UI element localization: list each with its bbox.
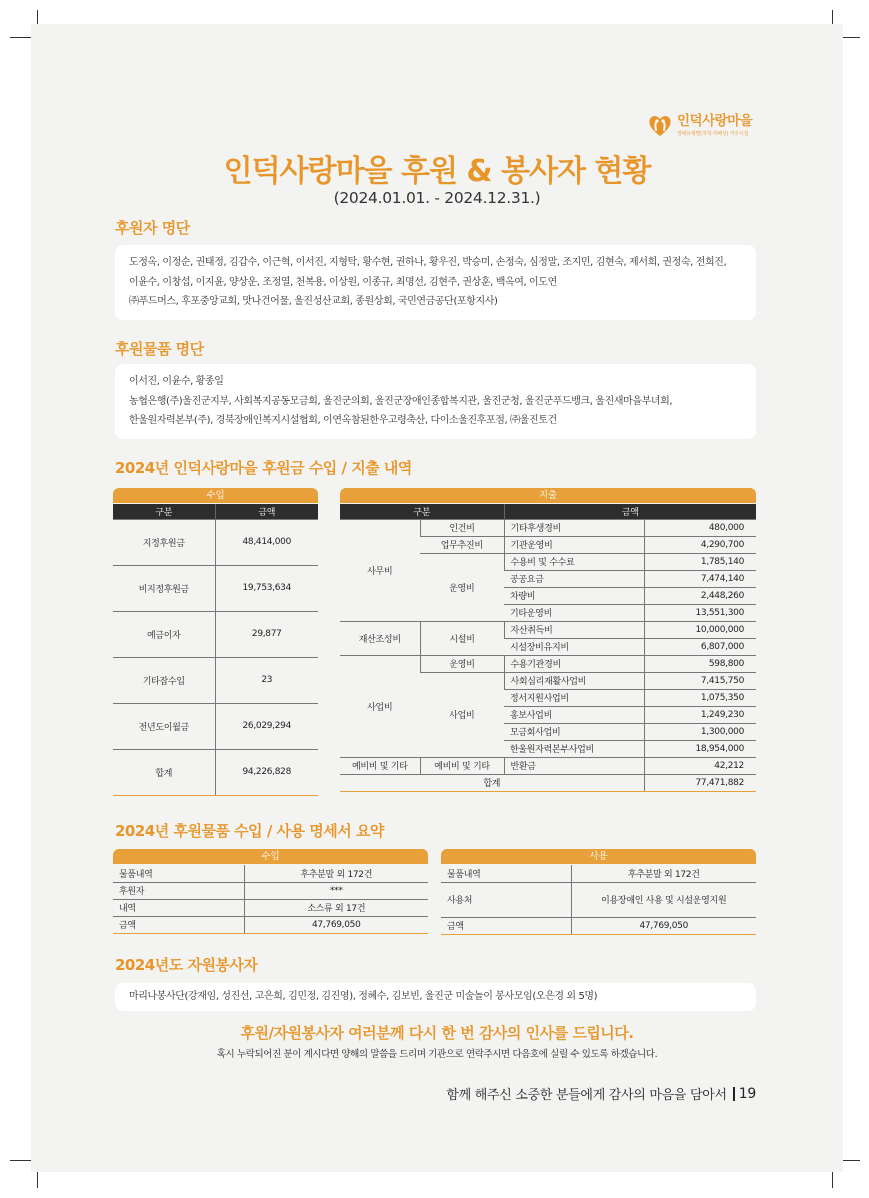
expense-item: 모금회사업비 [504, 723, 644, 740]
goods-value: *** [244, 882, 428, 899]
expense-subgroup: 사업비 [420, 672, 504, 757]
expense-group: 사무비 [340, 519, 420, 621]
expense-item: 기관운영비 [504, 536, 644, 553]
table-row [113, 882, 428, 899]
goods-label: 금액 [113, 916, 244, 933]
logo [647, 112, 752, 138]
goods-value: 47,769,050 [244, 916, 428, 933]
goods-label: 후원자 [113, 882, 244, 899]
table-row [340, 621, 756, 638]
table-row [113, 703, 318, 749]
thanks-main: 후원/자원봉사자 여러분께 다시 한 번 감사의 인사를 드립니다. [240, 1024, 634, 1042]
page [31, 24, 843, 1172]
volunteers-text: 마리나봉사단(강재임, 성진선, 고은희, 김민정, 김진영), 정혜수, 김보빈, 울진군 미술놀이 봉사모임(오은경 외 5명) [129, 991, 598, 1002]
goods-heading: 2024년 후원물품 수입 / 사용 명세서 요약 [115, 822, 384, 840]
expense-amount: 1,075,350 [644, 689, 756, 706]
expense-item: 홍보사업비 [504, 706, 644, 723]
expense-amount: 10,000,000 [644, 621, 756, 638]
expense-amount: 1,300,000 [644, 723, 756, 740]
goods-label: 물품내역 [119, 869, 153, 880]
table-row [340, 757, 756, 774]
goods-label: 사용처 [441, 882, 571, 917]
expense-amount: 1,785,140 [644, 553, 756, 570]
logo-name: 인덕사랑마을 [677, 113, 753, 129]
footer-divider [733, 1087, 735, 1101]
goods-donors-line: 농협은행(주)울진군지부, 사회복지공동모금회, 울진군의회, 울진군장애인종합복지관, 울진군청, 울진군푸드뱅크, 울진새마을부녀회, [129, 395, 673, 407]
table-row [340, 655, 756, 672]
expense-group: 예비비 및 기타 [340, 757, 420, 774]
expense-subgroup: 인건비 [420, 519, 504, 536]
goods-label: 물품내역 [447, 869, 481, 880]
expense-group: 재산조성비 [340, 621, 420, 655]
income-amount: 23 [215, 657, 318, 703]
goods-donors-line: 이서진, 이윤수, 황종일 [129, 376, 224, 387]
goods-donors-heading: 후원물품 명단 [115, 340, 204, 358]
expense-item: 수용기관경비 [504, 655, 644, 672]
expense-group: 사업비 [340, 655, 420, 757]
goods-usage-bar: 사용 [441, 849, 756, 864]
table-row [113, 657, 318, 703]
footer-text: 함께 해주신 소중한 분들에게 감사의 마음을 담아서 [446, 1088, 727, 1103]
donors-line: 도정옥, 이정순, 권태정, 김갑수, 이근혁, 이서진, 지형탁, 황수현, 권하나, 황우진, 박승미, 손정숙, 심정말, 조지민, 김현숙, 제서희, 권정숙, 전희진, [129, 257, 727, 268]
income-amount: 19,753,634 [215, 565, 318, 611]
goods-value: 후추분말 외 172건 [571, 865, 756, 882]
donors-line: ㈜푸드머스, 후포중앙교회, 맛나건어물, 울진성산교회, 종원상회, 국민연금공단(포항지사) [129, 296, 498, 307]
expense-amount: 7,474,140 [644, 570, 756, 587]
expense-item: 차량비 [504, 587, 644, 604]
expense-subgroup: 업무추진비 [420, 536, 504, 553]
table-row [340, 774, 756, 791]
finance-heading: 2024년 인덕사랑마을 후원금 수입 / 지출 내역 [115, 459, 412, 477]
expense-header-category: 구분 [340, 504, 504, 519]
income-category: 지정후원금 [113, 519, 215, 565]
income-bar: 수입 [113, 488, 318, 503]
table-row [113, 565, 318, 611]
expense-item: 사회심리재활사업비 [504, 672, 644, 689]
volunteers-box [115, 983, 756, 1011]
income-table [113, 504, 318, 796]
expense-header-amount: 금액 [504, 504, 756, 519]
expense-item: 공공요금 [504, 570, 644, 587]
income-category: 예금이자 [113, 611, 215, 657]
table-row [441, 882, 756, 917]
goods-income-bar: 수입 [113, 849, 428, 864]
expense-amount: 18,954,000 [644, 740, 756, 757]
expense-subgroup: 시설비 [420, 621, 504, 655]
table-row [441, 865, 756, 882]
expense-item: 시설장비유지비 [504, 638, 644, 655]
income-header-category: 구분 [113, 504, 215, 519]
goods-value: 후추분말 외 172건 [244, 865, 428, 882]
page-number: 19 [738, 1085, 756, 1102]
expense-amount: 480,000 [644, 519, 756, 536]
expense-amount: 1,249,230 [644, 706, 756, 723]
table-row [441, 917, 756, 934]
table-row [113, 519, 318, 565]
thanks-sub: 혹시 누락되어진 분이 계시다면 양해의 말씀을 드리며 기관으로 연락주시면 다음호에 실릴 수 있도록 하겠습니다. [216, 1049, 658, 1060]
expense-subgroup: 운영비 [420, 655, 504, 672]
expense-item: 수용비 및 수수료 [504, 553, 644, 570]
expense-amount: 13,551,300 [644, 604, 756, 621]
expense-amount: 598,800 [644, 655, 756, 672]
crop-mark [10, 37, 32, 38]
table-row [113, 611, 318, 657]
expense-amount: 42,212 [644, 757, 756, 774]
expense-total: 77,471,882 [644, 774, 756, 791]
expense-item: 자산취득비 [504, 621, 644, 638]
income-amount: 48,414,000 [215, 519, 318, 565]
expense-total-label: 합계 [340, 774, 644, 791]
expense-amount: 7,415,750 [644, 672, 756, 689]
goods-donors-line: 한울원자력본부(주), 경북장애인복지시설협회, 이연옥참된한우고령축산, 다이소울진후포점, ㈜울진토건 [129, 415, 557, 426]
goods-label: 내역 [113, 899, 244, 916]
donors-box [115, 245, 756, 320]
goods-value: 소스류 외 17건 [244, 899, 428, 916]
table-row [113, 899, 428, 916]
period: (2024.01.01. - 2024.12.31.) [333, 189, 541, 207]
expense-item: 기타운영비 [504, 604, 644, 621]
income-category: 비지정후원금 [113, 565, 215, 611]
expense-amount: 4,290,700 [644, 536, 756, 553]
expense-item: 정서지원사업비 [504, 689, 644, 706]
income-category: 기타잡수입 [113, 657, 215, 703]
footer [446, 1084, 756, 1103]
income-total-label: 합계 [113, 749, 215, 795]
goods-usage-table [441, 865, 756, 935]
goods-value: 47,769,050 [571, 917, 756, 934]
table-row [340, 519, 756, 536]
expense-subgroup: 운영비 [420, 553, 504, 621]
goods-income-table [113, 865, 428, 934]
page-title: 인덕사랑마을 후원 & 봉사자 현황 [223, 154, 651, 189]
expense-amount: 2,448,260 [644, 587, 756, 604]
crop-mark [10, 1160, 32, 1161]
goods-donors-box [115, 364, 756, 439]
income-category: 전년도이월금 [113, 703, 215, 749]
expense-bar: 지출 [340, 488, 756, 503]
expense-amount: 6,807,000 [644, 638, 756, 655]
donors-heading: 후원자 명단 [115, 219, 190, 237]
goods-value: 이용장애인 사용 및 시설운영지원 [571, 882, 756, 917]
goods-label: 금액 [441, 917, 571, 934]
income-total: 94,226,828 [215, 749, 318, 795]
donors-line: 이윤수, 이창섭, 이지윤, 양상운, 조정열, 천복용, 이상원, 이종규, 최명선, 김현주, 권상훈, 백옥여, 이도연 [129, 276, 557, 288]
table-row [113, 916, 428, 933]
income-amount: 26,029,294 [215, 703, 318, 749]
table-row [113, 865, 428, 882]
volunteers-heading: 2024년도 자원봉사자 [115, 956, 258, 974]
expense-item: 기타후생경비 [504, 519, 644, 536]
logo-subtitle: 장애유형별(지적·자폐성) 거주시설 [677, 131, 749, 137]
expense-subgroup: 예비비 및 기타 [420, 757, 504, 774]
income-header-amount: 금액 [215, 504, 318, 519]
income-amount: 29,877 [215, 611, 318, 657]
expense-item: 한울원자력본부사업비 [504, 740, 644, 757]
heart-hands-logo-icon [647, 112, 673, 138]
expense-table [340, 504, 756, 792]
expense-item: 반환금 [504, 757, 644, 774]
table-row [113, 749, 318, 795]
